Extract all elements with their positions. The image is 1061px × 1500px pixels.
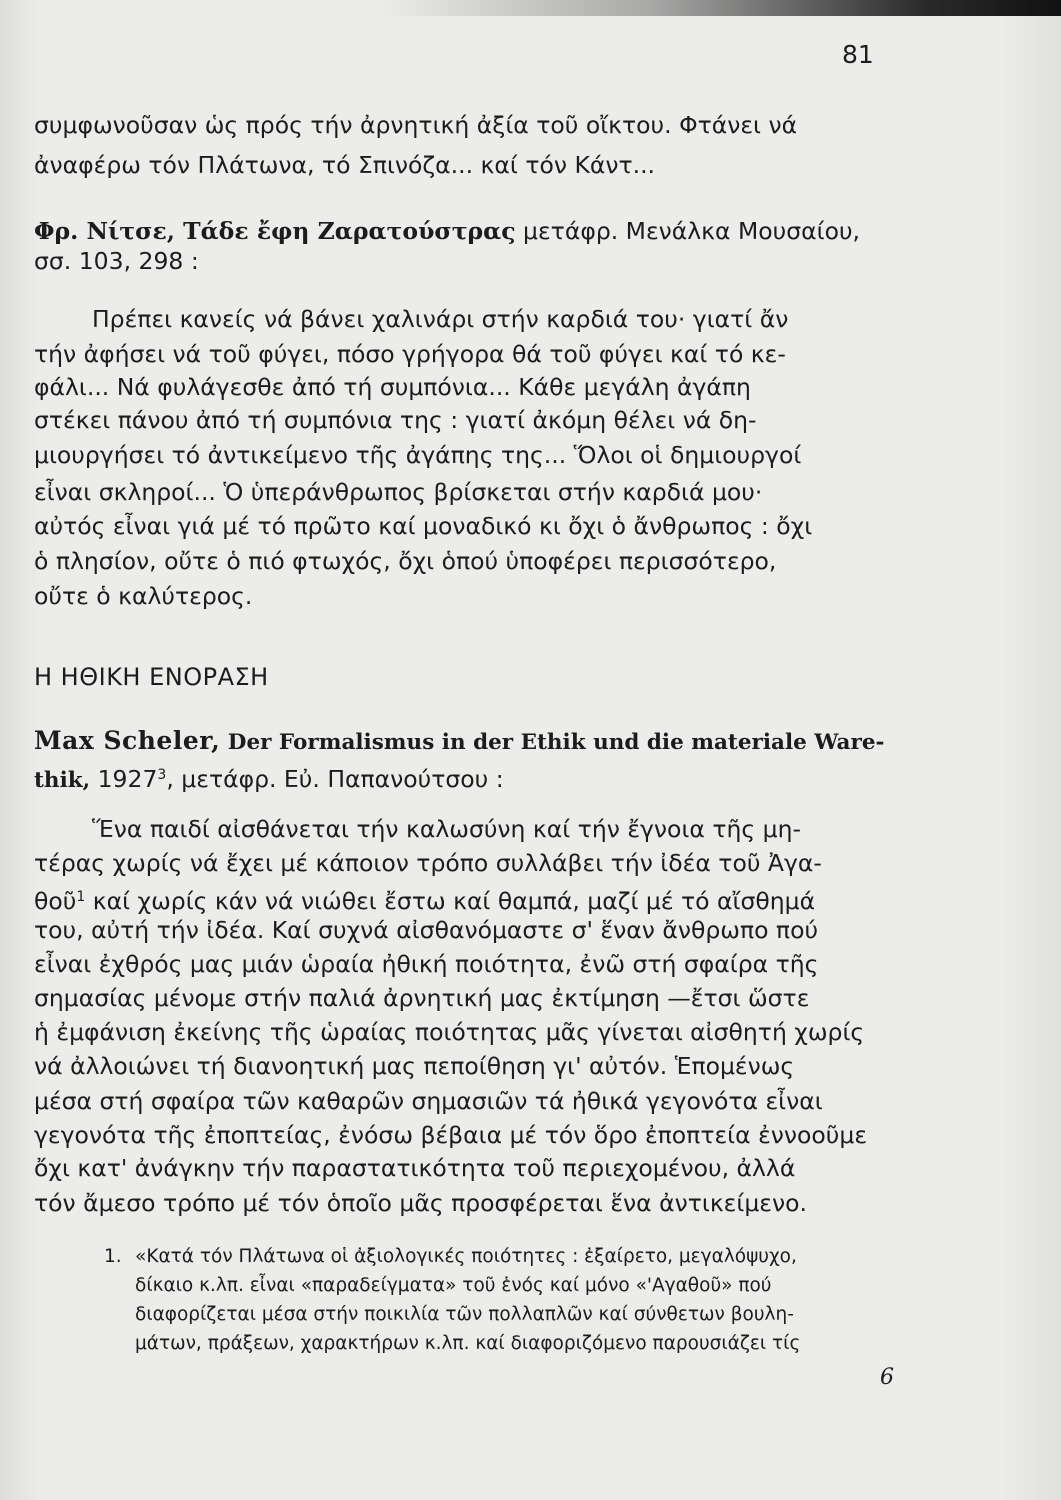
scheler-line: τέρας χωρίς νά ἔχει μέ κάποιον τρόπο συλλάβει τήν ἰδέα τοῦ Ἀγα- — [34, 849, 822, 877]
signature-mark: 6 — [880, 1365, 894, 1390]
scheler-line: του, αὐτή τήν ἰδέα. Καί συχνά αἰσθανόμαστε σ' ἕναν ἄνθρωπο πού — [34, 916, 819, 944]
nietzsche-title: Φρ. Νίτσε, Τάδε ἔφη Ζαρατούστρας — [34, 217, 516, 245]
text-line-2: ἀναφέρω τόν Πλάτωνα, τό Σπινόζα... καί τόν Κάντ... — [34, 151, 656, 179]
nietzsche-citation — [34, 216, 876, 246]
scheler-line: σημασίας μένομε στήν παλιά ἀρνητική μας ἐκτίμηση —ἔτσι ὥστε — [34, 984, 810, 1012]
scheler-line: μέσα στή σφαίρα τῶν καθαρῶν σημασιῶν τά ἠθικά γεγονότα εἶναι — [34, 1087, 823, 1115]
scheler-line: εἶναι ἐχθρός μας μιάν ὡραία ἠθική ποιότητα, ἐνῶ στή σφαίρα τῆς — [34, 950, 819, 978]
footnote-line: δίκαιο κ.λπ. εἶναι «παραδείγματα» τοῦ ἑνός καί μόνο «'Αγαθοῦ» πού — [135, 1275, 772, 1296]
nietzsche-translator: μετάφρ. Μενάλκα Μουσαίου, — [523, 217, 861, 245]
scheler-line: ὄχι κατ' ἀνάγκην τήν παραστατικότητα τοῦ περιεχομένου, ἀλλά — [34, 1154, 796, 1182]
quote-line: ὁ πλησίον, οὔτε ὁ πιό φτωχός, ὄχι ὁπού ὑποφέρει περισσότερο, — [34, 547, 777, 575]
scheler-year-note: 3 — [157, 767, 167, 783]
footnote-line: διαφορίζεται μέσα στήν ποικιλία τῶν πολλαπλῶν καί σύνθετων βουλη- — [135, 1304, 794, 1325]
scheler-line: ἡ ἐμφάνιση ἐκείνης τῆς ὡραίας ποιότητας μᾶς γίνεται αἰσθητή χωρίς — [34, 1018, 865, 1046]
footnote-ref: 1 — [76, 889, 86, 905]
nietzsche-pages: σσ. 103, 298 : — [34, 247, 199, 275]
scheler-line: νά ἀλλοιώνει τή διανοητική μας πεποίθηση γι' αὐτόν. Ἑπομένως — [34, 1052, 795, 1080]
scheler-line: γεγονότα τῆς ἐποπτείας, ἐνόσω βέβαια μέ τόν ὅρο ἐποπτεία ἐννοοῦμε — [34, 1121, 868, 1149]
scheler-citation-line-1 — [34, 726, 884, 758]
scheler-work-title: Der Formalismus in der Ethik und die materiale Ware- — [227, 730, 885, 755]
quote-line: οὔτε ὁ καλύτερος. — [34, 582, 253, 610]
scheler-year: 1927 — [97, 765, 158, 793]
scheler-translator: , μετάφρ. Εὐ. Παπανούτσου : — [166, 765, 504, 793]
scan-shadow — [380, 0, 1061, 16]
footnote-line: «Κατά τόν Πλάτωνα οἱ ἀξιολογικές ποιότητες : ἐξαίρετο, μεγαλόψυχο, — [135, 1246, 797, 1267]
quote-line: τήν ἀφήσει νά τοῦ φύγει, πόσο γρήγορα θά τοῦ φύγει καί τό κε- — [34, 340, 786, 368]
scheler-line: Ἕνα παιδί αἰσθάνεται τήν καλωσύνη καί τήν ἔγνοια τῆς μη- — [92, 815, 801, 843]
scheler-line: τόν ἄμεσο τρόπο μέ τόν ὁποῖο μᾶς προσφέρεται ἕνα ἀντικείμενο. — [34, 1189, 807, 1217]
page-number: 81 — [842, 40, 874, 69]
scheler-work-title-end: thik, — [34, 768, 91, 793]
quote-line: αὐτός εἶναι γιά μέ τό πρῶτο καί μοναδικό κι ὄχι ὁ ἄνθρωπος : ὄχι — [34, 512, 813, 540]
quote-line: στέκει πάνου ἀπό τή συμπόνια της : γιατί ἀκόμη θέλει νά δη- — [34, 406, 757, 434]
footnote-number: 1. — [104, 1246, 122, 1267]
section-heading: Η ΗΘΙΚΗ ΕΝΟΡΑΣΗ — [34, 663, 269, 691]
scheler-line: θοῦ$^1$ καί χωρίς κάν νά νιώθει ἔστω καί θαμπά, μαζί μέ τό αἴσθημά — [34, 887, 816, 915]
quote-line: Πρέπει κανείς νά βάνει χαλινάρι στήν καρδιά του· γιατί ἄν — [92, 305, 789, 333]
scheler-citation-line-2 — [34, 760, 504, 796]
quote-line: φάλι... Νά φυλάγεσθε ἀπό τή συμπόνια... Κάθε μεγάλη ἀγάπη — [34, 373, 751, 401]
quote-line: μιουργήσει τό ἀντικείμενο τῆς ἀγάπης της... Ὅλοι οἱ δημιουργοί — [34, 441, 802, 469]
scheler-name: Max Scheler, — [34, 726, 221, 755]
text-line-1: συμφωνοῦσαν ὡς πρός τήν ἀρνητική ἀξία τοῦ οἴκτου. Φτάνει νά — [34, 111, 798, 139]
footnote-line: μάτων, πράξεων, χαρακτήρων κ.λπ. καί διαφοριζόμενο παρουσιάζει τίς — [135, 1333, 801, 1354]
quote-line: εἶναι σκληροί... Ὁ ὑπεράνθρωπος βρίσκεται στήν καρδιά μου· — [34, 478, 763, 506]
